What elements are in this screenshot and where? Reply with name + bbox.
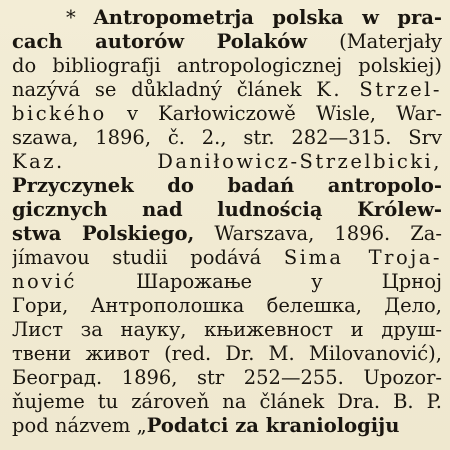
text-line-7 [12,150,442,174]
text-segment: do bibliografji antropologicznej polskiej) [12,54,442,77]
work-title: Podatci za kraniologiju [146,414,400,437]
work-title: gicznych nad ludnością Królew- [12,198,442,221]
text-line-11 [12,246,442,270]
text-line-17 [12,390,442,414]
text-line-14 [12,318,442,342]
text-line-15 [12,342,442,366]
text-line-16 [12,366,442,390]
text-segment: Лист за науку, књижевност и друш- [12,318,442,341]
text-line-12 [12,270,442,294]
author-name: Kaz. Daniłowicz-Strzelbicki, [12,150,442,173]
text-segment: szawa, 1896, č. 2., str. 282—315. Srv [12,126,442,149]
text-line-10 [12,222,442,246]
text-line-3 [12,54,442,78]
text-line-2 [12,30,442,54]
work-title: stwa Polskiego, [12,222,195,245]
text-line-18 [12,414,442,438]
author-name: nović [12,270,77,293]
text-line-9 [12,198,442,222]
text-segment: ňujeme tu zároveň na článek Dra. B. P. [12,390,442,413]
asterisk: * [66,6,94,29]
text-line-4 [12,78,442,102]
text-line-8 [12,174,442,198]
text-segment: твени живот (red. Dr. M. Milovanović), [12,342,442,365]
title-part-1: Antropometrja polska w pra- [93,6,442,29]
author-name: K. Strzel- [316,78,442,101]
title-part-2: cach autorów Polaków [12,30,308,53]
text-line-1 [12,6,442,30]
text-segment: Београд. 1896, str 252—255. Upozor- [12,366,442,389]
text-line-13 [12,294,442,318]
author-name: Sima Troja- [283,246,442,269]
text-segment: Шарожање у Црној [76,270,442,293]
text-segment: jímavou studii podává [12,246,284,269]
text-line-5 [12,102,442,126]
text-line-6 [12,126,442,150]
text-segment: v Karłowiczowě Wisle, War- [106,102,442,125]
text-segment: nazývá se důkladný článek [12,78,317,101]
author-name: bického [12,102,107,125]
text-segment: pod názvem „ [12,414,147,437]
work-title: Przyczynek do badań antropolo- [12,174,442,197]
text-segment: Warszava, 1896. Za- [194,222,442,245]
text-segment: Гори, Антрополошка белешка, Дело, [12,294,442,317]
text-segment: (Materjały [307,30,442,53]
